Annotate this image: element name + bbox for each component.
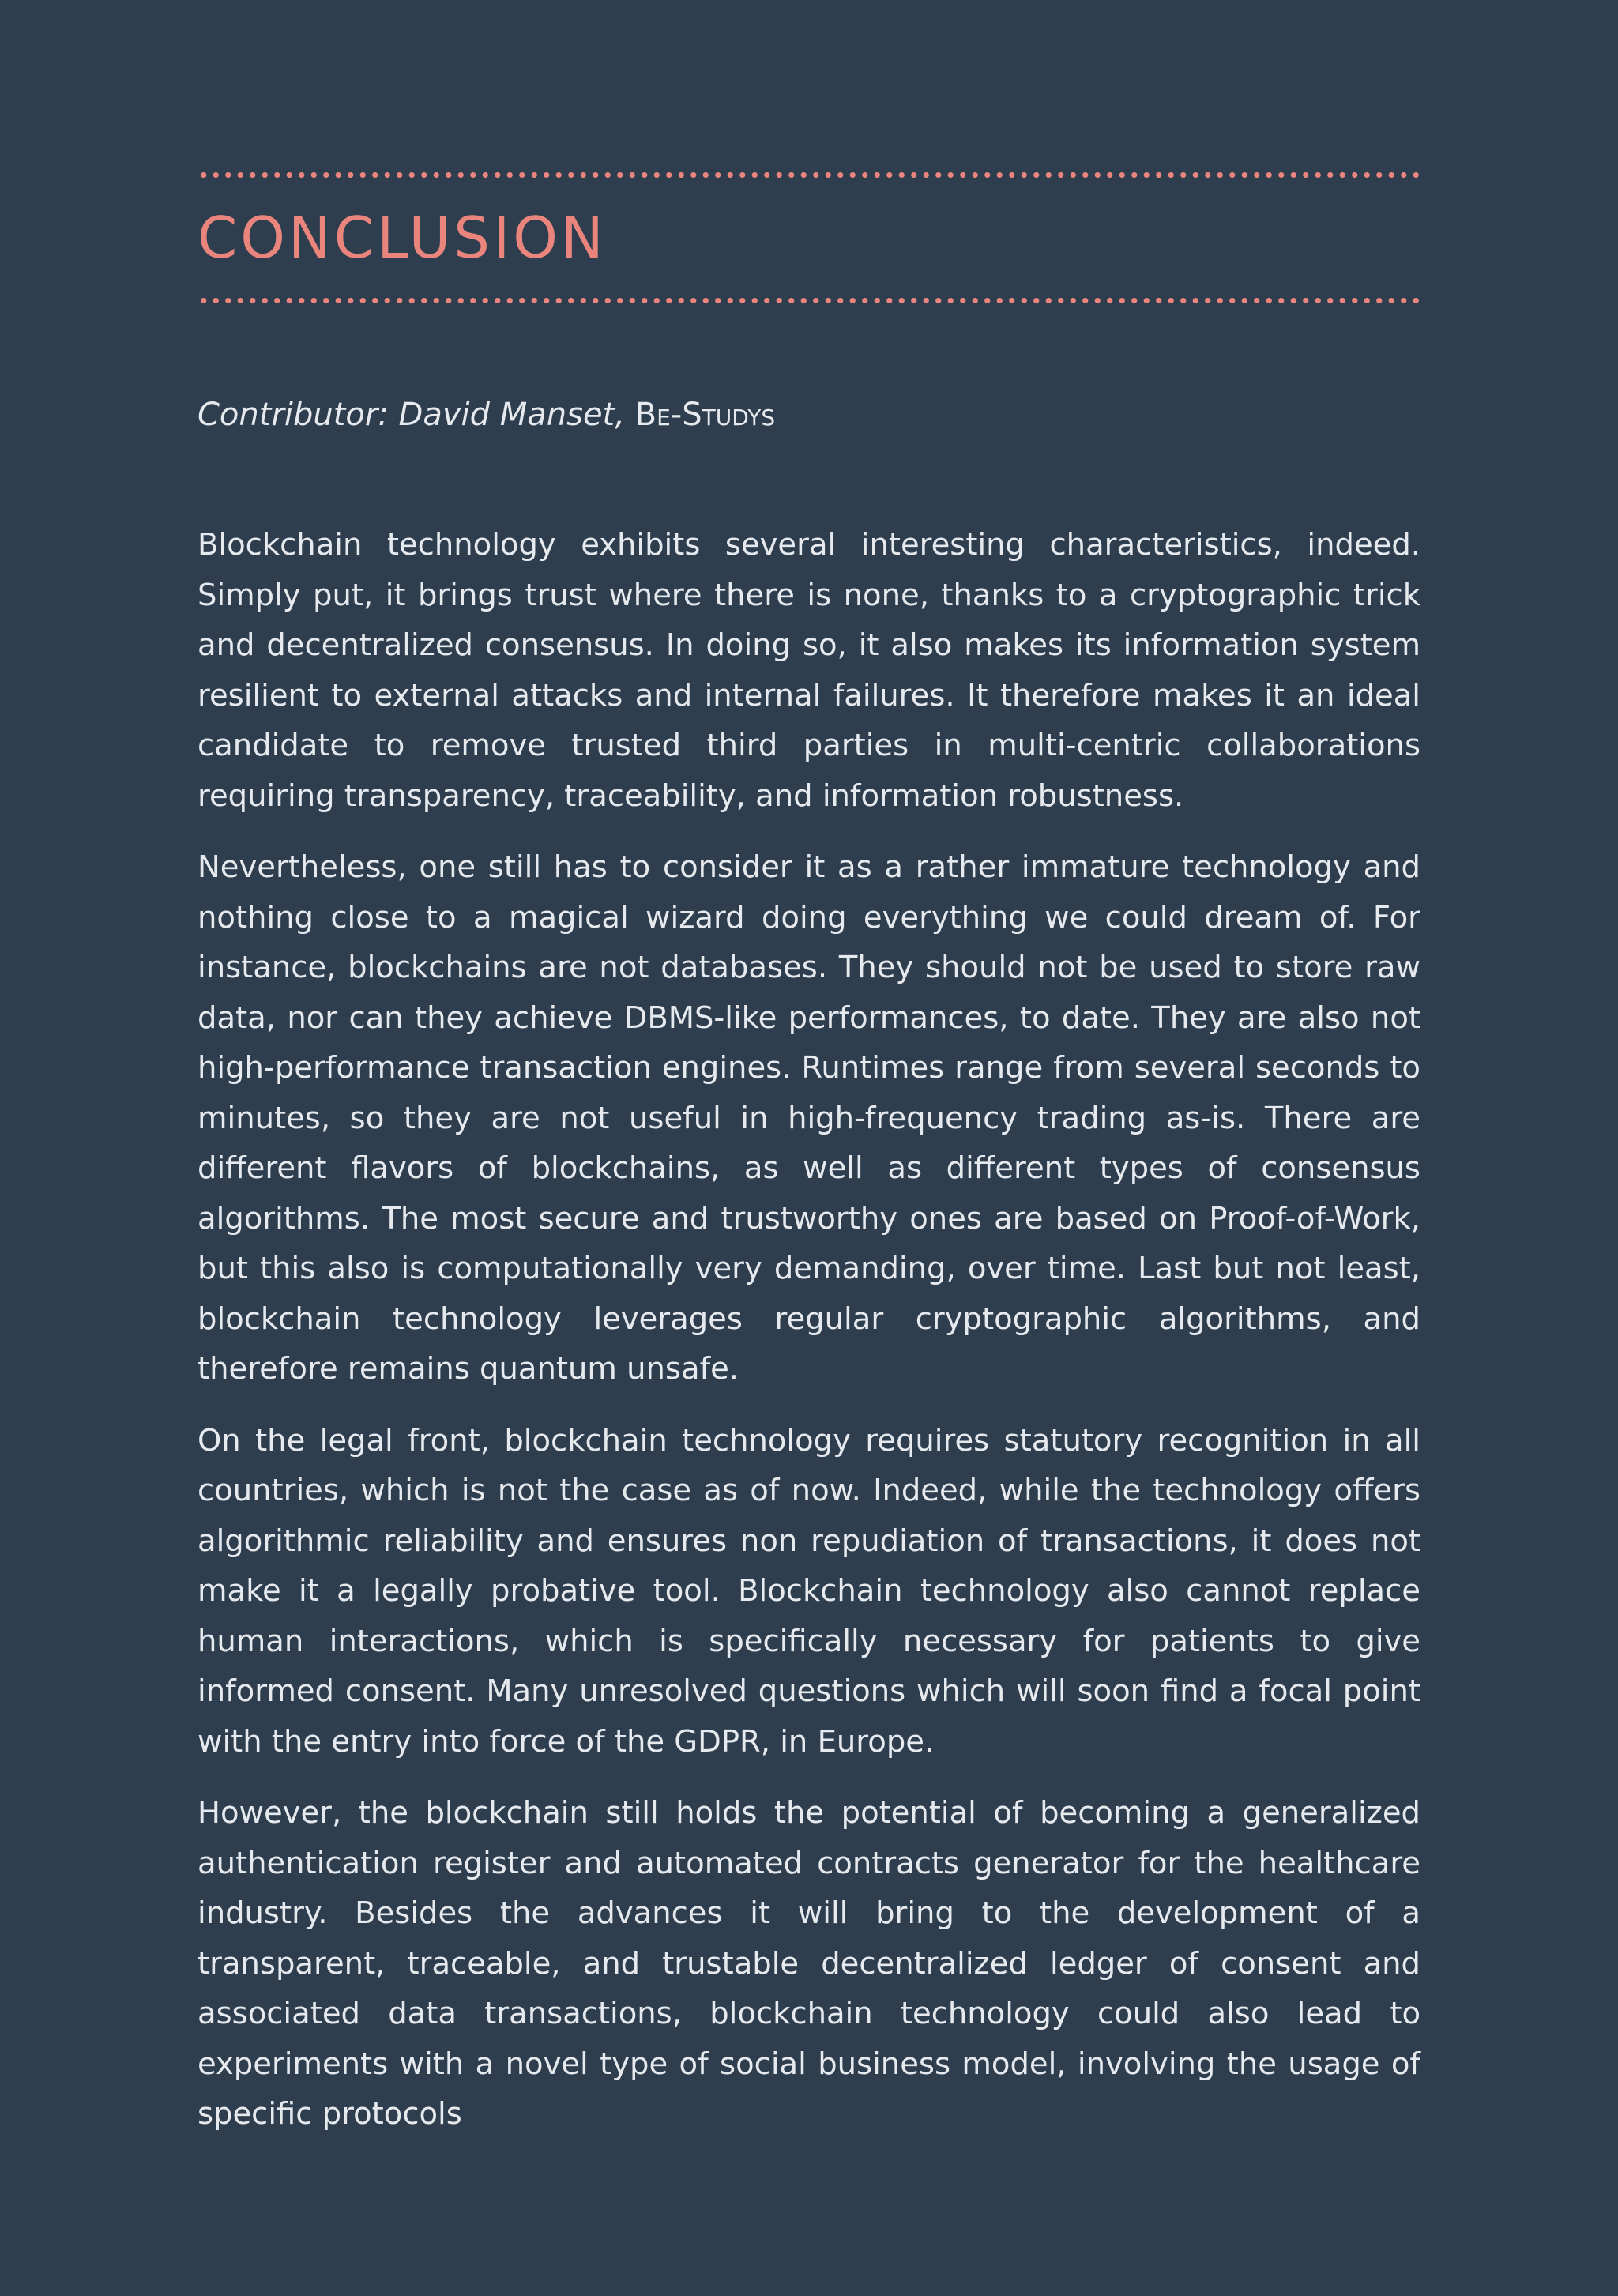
bottom-dotted-divider: [198, 298, 1420, 303]
section-title: CONCLUSION: [198, 205, 607, 271]
paragraph-3: On the legal front, blockchain technology requires statutory recognition in all countries, which is not the case as of now. Indeed, while the technology offers algorithmic reliability and ensures non repudiation of transactions, it does not make it a legally probative tool. Blockchain technology also cannot replace human interactions, which is specifically necessary for patients to give informed consent. Many unresolved questions which will soon find a focal point with the entry into force of the GDPR, in Europe.: [198, 1422, 1420, 1760]
contributor-organization: Be-Studys: [634, 397, 776, 433]
paragraph-4: However, the blockchain still holds the potential of becoming a generalized authentication register and automated contracts generator for the healthcare industry. Besides the advances it will bring to the development of a transparent, traceable, and trustable decentralized ledger of consent and associated data transactions, blockchain technology could also lead to experiments with a novel type of social business model, involving the usage of specific protocols: [198, 1795, 1420, 2132]
body-text: [198, 520, 1420, 2140]
paragraph-2: Nevertheless, one still has to consider it as a rather immature technology and nothing close to a magical wizard doing everything we could dream of. For instance, blockchains are not databases. They should not be used to store raw data, nor can they achieve DBMS-like performances, to date. They are also not high-performance transaction engines. Runtimes range from several seconds to minutes, so they are not useful in high-frequency trading as-is. There are different flavors of blockchains, as well as different types of consensus algorithms. The most secure and trustworthy ones are based on Proof-of-Work, but this also is computationally very demanding, over time. Last but not least, blockchain technology leverages regular cryptographic algorithms, and therefore remains quantum unsafe.: [198, 849, 1420, 1387]
top-dotted-divider: [198, 172, 1420, 178]
contributor-label: Contributor: David Manset,: [198, 397, 635, 433]
contributor-line: [198, 395, 1420, 435]
page-content: [198, 172, 1420, 2161]
paragraph-1: Blockchain technology exhibits several interesting characteristics, indeed. Simply put, it brings trust where there is none, thanks to a cryptographic trick and decentralized consensus. In doing so, it also makes its information system resilient to external attacks and internal failures. It therefore makes it an ideal candidate to remove trusted third parties in multi-centric collaborations requiring transparency, traceability, and information robustness.: [198, 527, 1420, 814]
